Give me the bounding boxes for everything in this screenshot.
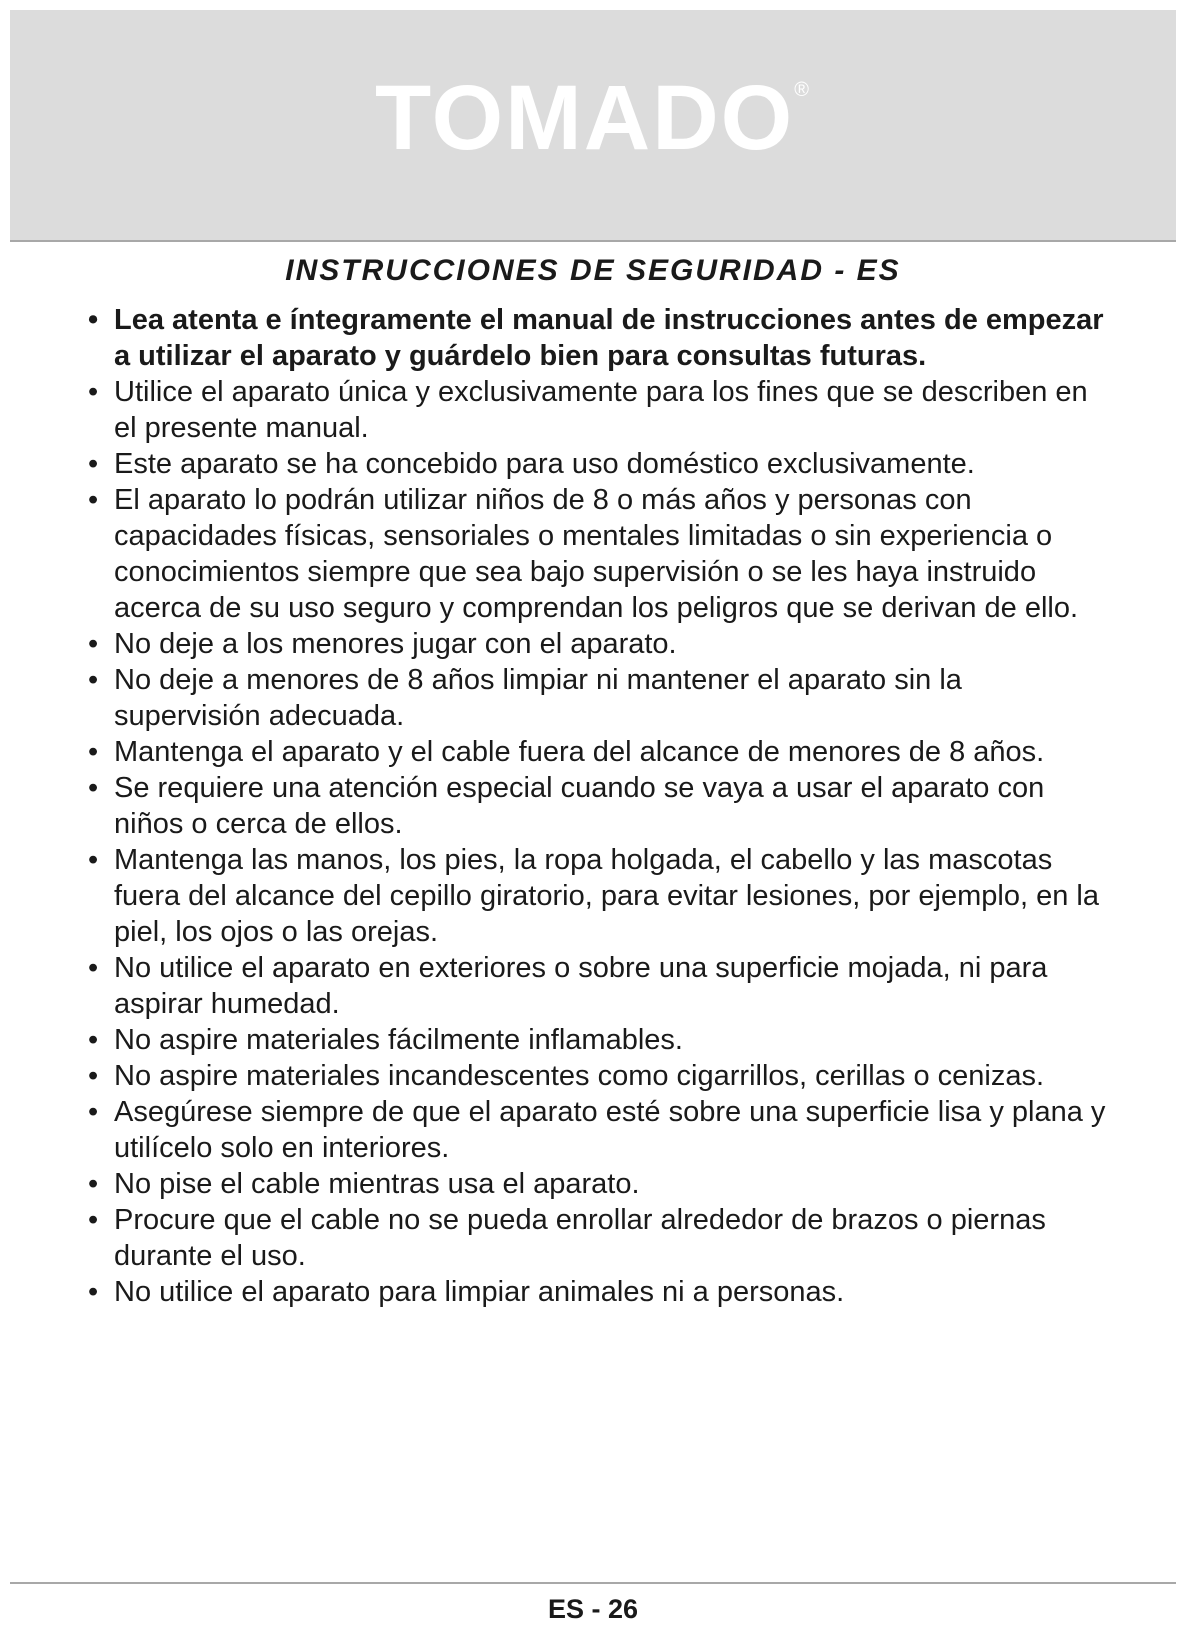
instruction-item: • No deje a menores de 8 años limpiar ni mantener el aparato sin la supervisión adecuada.	[88, 662, 1108, 734]
instruction-item: • No utilice el aparato en exteriores o sobre una superficie mojada, ni para aspirar humedad.	[88, 950, 1108, 1022]
instruction-item: • Este aparato se ha concebido para uso doméstico exclusivamente.	[88, 446, 1108, 482]
instruction-item: • Utilice el aparato única y exclusivamente para los fines que se describen en el presente manual.	[88, 374, 1108, 446]
header-banner	[10, 10, 1176, 242]
instruction-item: • Lea atenta e íntegramente el manual de instrucciones antes de empezar a utilizar el aparato y guárdelo bien para consultas futuras.	[88, 302, 1108, 374]
instruction-item: • No aspire materiales incandescentes como cigarrillos, cerillas o cenizas.	[88, 1058, 1108, 1094]
instruction-item: • No pise el cable mientras usa el aparato.	[88, 1166, 1108, 1202]
brand-logo	[10, 67, 1176, 169]
safety-instructions-list	[88, 302, 1108, 1310]
instruction-item: • No utilice el aparato para limpiar animales ni a personas.	[88, 1274, 1108, 1310]
instruction-item: • Mantenga las manos, los pies, la ropa holgada, el cabello y las mascotas fuera del alcance del cepillo giratorio, para evitar lesiones, por ejemplo, en la piel, los ojos o las orejas.	[88, 842, 1108, 950]
page-title: INSTRUCCIONES DE SEGURIDAD - ES	[285, 254, 901, 287]
brand-name: TOMADO	[375, 67, 795, 169]
instruction-item: • No deje a los menores jugar con el aparato.	[88, 626, 1108, 662]
instruction-item: • Se requiere una atención especial cuando se vaya a usar el aparato con niños o cerca de ellos.	[88, 770, 1108, 842]
registered-mark: ®	[794, 79, 811, 101]
instruction-item: • El aparato lo podrán utilizar niños de 8 o más años y personas con capacidades físicas, sensoriales o mentales limitadas o sin experiencia o conocimientos siempre que sea bajo supervisión o se les haya instruido acerca de su uso seguro y comprendan los peligros que se derivan de ello.	[88, 482, 1108, 626]
footer-divider	[10, 1582, 1176, 1584]
instruction-item: • Mantenga el aparato y el cable fuera del alcance de menores de 8 años.	[88, 734, 1108, 770]
page-number: ES - 26	[547, 1594, 639, 1624]
instruction-item: • No aspire materiales fácilmente inflamables.	[88, 1022, 1108, 1058]
instruction-item: • Asegúrese siempre de que el aparato esté sobre una superficie lisa y plana y utilícelo solo en interiores.	[88, 1094, 1108, 1166]
instruction-item: • Procure que el cable no se pueda enrollar alrededor de brazos o piernas durante el uso.	[88, 1202, 1108, 1274]
